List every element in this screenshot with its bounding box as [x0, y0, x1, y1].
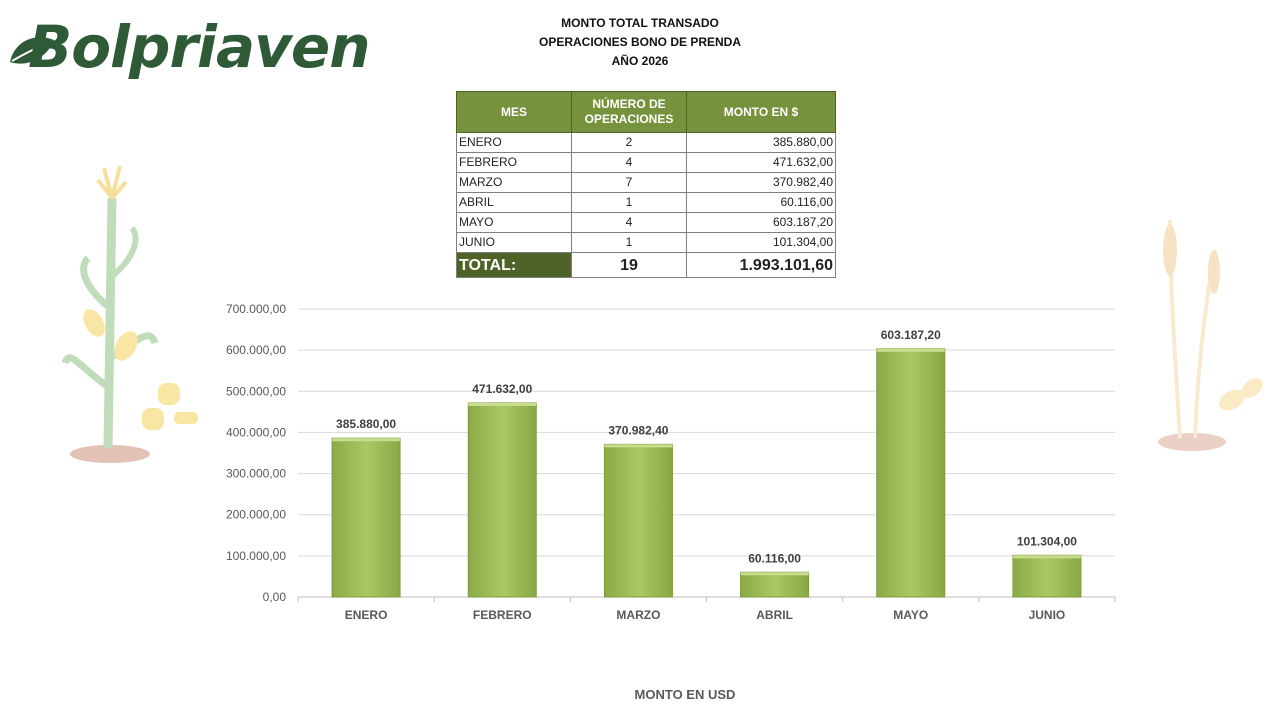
- data-label: 370.982,40: [608, 423, 669, 438]
- total-label: TOTAL:: [457, 253, 572, 278]
- cell-mes: JUNIO: [457, 233, 572, 253]
- heading-line-1: MONTO TOTAL TRANSADO: [561, 16, 719, 30]
- cell-num: 4: [572, 213, 687, 233]
- x-tick-label: JUNIO: [1028, 608, 1066, 622]
- bar: [877, 349, 945, 597]
- total-num: 19: [572, 253, 687, 278]
- y-tick-label: 400.000,00: [225, 425, 286, 440]
- bar-highlight: [741, 572, 809, 575]
- y-tick-label: 300.000,00: [225, 466, 286, 481]
- x-axis-title: MONTO EN USD: [634, 687, 736, 702]
- y-tick-label: 700.000,00: [225, 302, 286, 316]
- header-num-operaciones: NÚMERO DE OPERACIONES: [572, 92, 687, 133]
- y-tick-label: 100.000,00: [225, 548, 286, 563]
- header-monto: MONTO EN $: [687, 92, 836, 133]
- cell-num: 2: [572, 133, 687, 153]
- cell-num: 4: [572, 153, 687, 173]
- data-label: 60.116,00: [748, 551, 801, 566]
- cell-mes: MAYO: [457, 213, 572, 233]
- header-mes: MES: [457, 92, 572, 133]
- cell-mes: ABRIL: [457, 193, 572, 213]
- bar-highlight: [877, 349, 945, 352]
- cell-num: 7: [572, 173, 687, 193]
- y-tick-label: 500.000,00: [225, 384, 286, 399]
- cell-monto: 60.116,00: [687, 193, 836, 213]
- heading-line-3: AÑO 2026: [611, 54, 669, 68]
- bar-highlight: [604, 444, 672, 447]
- logo-text: Bolpriaven: [28, 13, 370, 81]
- data-label: 101.304,00: [1016, 534, 1077, 549]
- total-monto: 1.993.101,60: [687, 253, 836, 278]
- cell-monto: 603.187,20: [687, 213, 836, 233]
- cell-monto: 385.880,00: [687, 133, 836, 153]
- cell-mes: MARZO: [457, 173, 572, 193]
- x-tick-label: ABRIL: [756, 608, 793, 622]
- data-label: 385.880,00: [336, 417, 397, 432]
- x-tick-label: MARZO: [616, 608, 661, 622]
- bar-highlight: [468, 403, 536, 406]
- bar: [332, 438, 400, 597]
- cell-mes: ENERO: [457, 133, 572, 153]
- cell-mes: FEBRERO: [457, 153, 572, 173]
- cell-monto: 471.632,00: [687, 153, 836, 173]
- bar-highlight: [1013, 555, 1081, 558]
- data-label: 603.187,20: [880, 327, 941, 342]
- bar: [468, 403, 536, 597]
- y-tick-label: 200.000,00: [225, 507, 286, 522]
- cell-num: 1: [572, 193, 687, 213]
- bar: [741, 572, 809, 597]
- heading-line-2: OPERACIONES BONO DE PRENDA: [538, 35, 742, 49]
- cell-monto: 370.982,40: [687, 173, 836, 193]
- data-label: 471.632,00: [472, 381, 533, 396]
- x-tick-label: MAYO: [893, 608, 929, 622]
- cell-monto: 101.304,00: [687, 233, 836, 253]
- bar: [604, 444, 672, 597]
- x-tick-label: FEBRERO: [472, 608, 532, 622]
- bar-highlight: [332, 438, 400, 441]
- y-tick-label: 0,00: [262, 590, 286, 604]
- cell-num: 1: [572, 233, 687, 253]
- bar: [1013, 555, 1081, 597]
- x-tick-label: ENERO: [344, 608, 388, 622]
- y-tick-label: 600.000,00: [225, 343, 286, 358]
